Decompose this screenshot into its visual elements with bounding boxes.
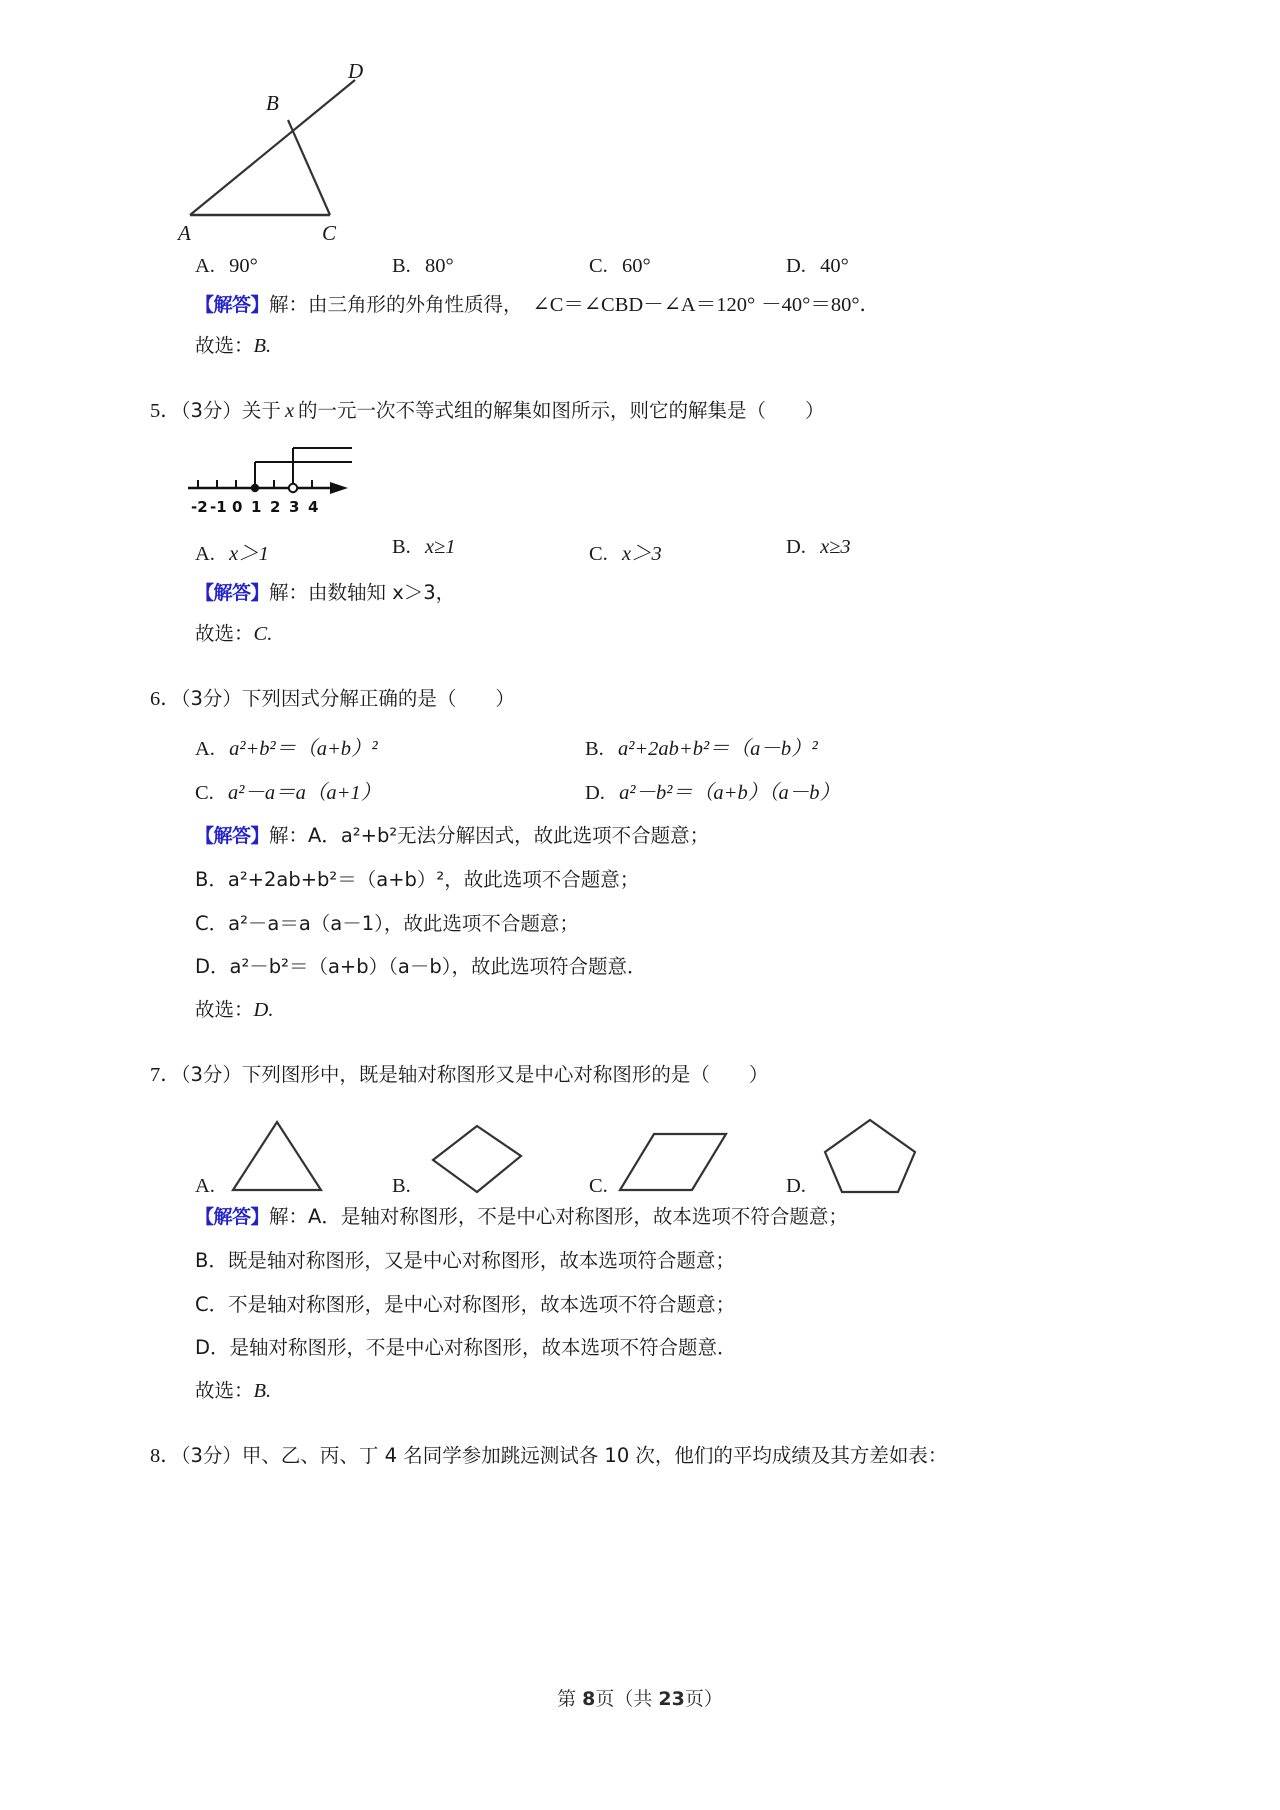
footer-page-number: 8: [582, 1688, 596, 1710]
q6-option-c[interactable]: [195, 775, 585, 805]
q6-option-a-text: a²+b²＝（a+b）²: [229, 737, 378, 760]
page-content: [150, 60, 1060, 1472]
q5-stem-variable: x: [284, 399, 295, 422]
q7-choice-value: B.: [253, 1380, 272, 1402]
numberline-closed-dot: [251, 484, 259, 492]
q6-option-b-text: a²+2ab+b²＝（a－b）²: [617, 737, 818, 760]
q6-solution-line-2: B．a²+2ab+b²＝（a+b）²，故此选项不合题意；: [195, 868, 640, 892]
q7-shapes-row: [150, 1097, 1060, 1202]
q6-option-b-key: B.: [585, 737, 604, 760]
q5-option-c-key: C.: [589, 543, 608, 566]
q4-option-d[interactable]: [786, 255, 983, 278]
q6-option-d-text: a²－b²＝（a+b）（a－b）: [619, 781, 840, 804]
q4-solution-lead: 解：由三角形的外角性质得，: [269, 293, 523, 316]
q5-number: 5．: [150, 399, 181, 422]
q6-number: 6．: [150, 687, 181, 710]
q7-shape-a-key: A.: [195, 1174, 215, 1197]
q5-option-a[interactable]: [195, 536, 392, 566]
q5-option-d[interactable]: [786, 536, 983, 566]
numberline-open-circle: [289, 484, 297, 492]
q5-stem-post: 的一元一次不等式组的解集如图所示，则它的解集是（ ）: [298, 398, 825, 422]
q6-choice-value: D.: [253, 999, 274, 1021]
q5-option-d-key: D.: [786, 536, 806, 559]
q6-option-c-key: C.: [195, 781, 214, 804]
vertex-label-d: D: [348, 60, 364, 83]
q8-stem-line: [150, 1441, 1060, 1472]
q8-stem-text: 甲、乙、丙、丁 4 名同学参加跳远测试各 10 次，他们的平均成绩及其方差如表：: [241, 1443, 948, 1467]
q4-choice-value: B.: [253, 334, 272, 357]
q6-stem-text: 下列因式分解正确的是（ ）: [241, 686, 515, 710]
q4-option-d-key: D.: [786, 255, 806, 277]
rhombus-icon: [417, 1112, 535, 1202]
footer-mid: 页（共: [595, 1688, 659, 1710]
q7-shape-option-c[interactable]: [589, 1112, 786, 1202]
q7-solution-line-3: C．不是轴对称图形，是中心对称图形，故本选项不符合题意；: [195, 1292, 736, 1316]
q5-choice-label: 故选：: [195, 622, 254, 645]
q6-options-row-2: [150, 775, 1060, 805]
q4-solution-math-3: －40°＝80°．: [761, 294, 881, 316]
q6-points: （3分）: [180, 686, 242, 710]
q5-option-b[interactable]: [392, 536, 589, 566]
q5-option-c[interactable]: [589, 536, 786, 566]
numberline-tick-label: 4: [308, 498, 319, 517]
q7-shape-d-key: D.: [786, 1174, 806, 1197]
numberline-tick-label: 3: [289, 498, 300, 517]
q7-solution-line-4: D．是轴对称图形，不是中心对称图形，故本选项不符合题意．: [195, 1335, 737, 1359]
q4-option-a-text: 90°: [229, 255, 258, 277]
numberline-tick-label: 2: [270, 498, 281, 517]
footer-prefix: 第: [557, 1688, 583, 1710]
q6-solution-line-3: C．a²－a＝a（a－1），故此选项不合题意；: [195, 911, 579, 935]
q7-solution-tag: 【解答】: [195, 1205, 270, 1228]
q6-option-a-key: A.: [195, 737, 215, 760]
q6-options-row-1: [150, 731, 1060, 761]
q5-option-a-text: x＞1: [229, 543, 269, 566]
q5-solution-line: [150, 578, 1060, 609]
numberline-tick-label: -1: [210, 498, 227, 517]
q6-choice-line: [150, 995, 1060, 1026]
q4-options-row: [150, 255, 1060, 278]
q6-option-d[interactable]: [585, 775, 975, 805]
footer-total-pages: 23: [658, 1688, 685, 1710]
q7-points: （3分）: [180, 1062, 242, 1086]
q5-choice-line: [150, 619, 1060, 650]
q5-option-d-text: x≥3: [820, 536, 851, 559]
vertex-label-c: C: [322, 221, 337, 245]
q8-points: （3分）: [180, 1443, 242, 1467]
q5-option-b-text: x≥1: [424, 536, 456, 559]
page-footer: [0, 1684, 1280, 1711]
q5-option-c-text: x＞3: [621, 543, 662, 566]
q4-option-d-text: 40°: [820, 255, 849, 277]
q4-option-c[interactable]: [589, 255, 786, 278]
triangle-icon: [221, 1112, 339, 1202]
q6-solution-text-1: 解：A．a²+b²无法分解因式，故此选项不合题意；: [269, 823, 710, 847]
q4-option-b[interactable]: [392, 255, 589, 278]
q5-options-row: [150, 536, 1060, 566]
q6-stem-line: [150, 684, 1060, 715]
pentagon-icon: [812, 1112, 930, 1202]
q6-solution-line-1: [150, 821, 1060, 852]
q4-option-b-text: 80°: [424, 255, 454, 277]
q5-stem-line: [150, 396, 1060, 427]
q7-shape-option-d[interactable]: [786, 1112, 983, 1202]
q5-option-a-key: A.: [195, 543, 215, 566]
q7-number: 7．: [150, 1063, 181, 1086]
q6-option-c-text: a²－a＝a（a+1）: [227, 781, 382, 804]
q7-shape-option-b[interactable]: [392, 1112, 589, 1202]
q7-shape-b-key: B.: [392, 1174, 411, 1197]
q4-option-c-key: C.: [589, 255, 608, 277]
q6-solution-line-4: D．a²－b²＝（a+b）（a－b），故此选项符合题意．: [195, 954, 647, 978]
q7-stem-text: 下列图形中，既是轴对称图形又是中心对称图形的是（ ）: [241, 1062, 769, 1086]
vertex-label-b: B: [266, 91, 279, 115]
parallelogram-icon: [614, 1112, 732, 1202]
q5-stem-pre: 关于: [241, 398, 281, 422]
q7-solution-line-1: [150, 1202, 1060, 1233]
q4-solution-line: [150, 290, 1060, 321]
footer-suffix: 页）: [684, 1688, 723, 1710]
q7-choice-label: 故选：: [195, 1379, 254, 1402]
q7-solution-text-1: 解：A．是轴对称图形，不是中心对称图形，故本选项不符合题意；: [269, 1204, 848, 1228]
number-line-svg: [180, 426, 440, 531]
q6-choice-label: 故选：: [195, 998, 254, 1021]
q4-choice-line: [150, 331, 1060, 362]
q7-shape-option-a[interactable]: [195, 1112, 392, 1202]
q8-number: 8．: [150, 1444, 181, 1467]
q4-option-c-text: 60°: [621, 255, 651, 277]
numberline-tick-label: 1: [251, 498, 262, 517]
q4-solution-math-2: －∠A＝120°: [643, 294, 756, 316]
q5-option-b-key: B.: [392, 536, 411, 559]
triangle-abcd-svg: [170, 60, 460, 255]
q6-option-b[interactable]: [585, 731, 975, 761]
q5-points: （3分）: [180, 398, 242, 422]
q5-solution-tag: 【解答】: [195, 582, 270, 605]
numberline-tick-label: 0: [232, 498, 243, 517]
q4-option-a[interactable]: [195, 255, 392, 278]
q7-shape-c-key: C.: [589, 1174, 608, 1197]
q4-option-b-key: B.: [392, 255, 411, 277]
q4-option-a-key: A.: [195, 255, 215, 277]
figure-triangle-abcd: [170, 60, 1060, 255]
q4-solution-math-1: ∠C＝∠CBD: [532, 294, 644, 316]
numberline-tick-label: -2: [191, 498, 208, 517]
q7-solution-line-2: B．既是轴对称图形，又是中心对称图形，故本选项符合题意；: [195, 1249, 735, 1273]
q5-choice-value: C.: [253, 623, 273, 645]
vertex-label-a: A: [178, 221, 191, 245]
q6-option-a[interactable]: [195, 731, 585, 761]
figure-number-line: [180, 426, 1060, 536]
q7-choice-line: [150, 1376, 1060, 1407]
q4-choice-label: 故选：: [195, 333, 254, 357]
q4-solution-tag: 【解答】: [195, 294, 270, 316]
q6-solution-tag: 【解答】: [195, 824, 270, 847]
q5-solution-text: 解：由数轴知 x＞3，: [269, 581, 456, 605]
q7-stem-line: [150, 1060, 1060, 1091]
q6-option-d-key: D.: [585, 781, 605, 804]
